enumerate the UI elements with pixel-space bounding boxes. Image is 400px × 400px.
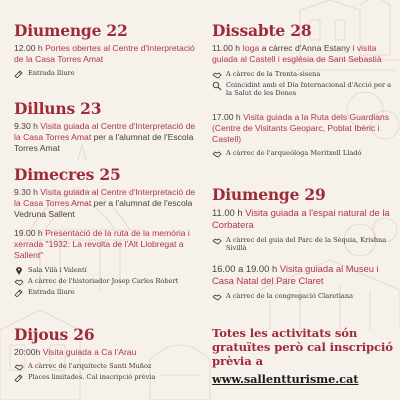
ticket-icon — [14, 69, 24, 78]
event — [212, 43, 392, 65]
event — [14, 187, 204, 220]
handshake-icon — [212, 70, 222, 79]
note-text: Sala Vilà i Valentí — [28, 266, 87, 274]
event-title: visita guiada al Castell i església de Sant Sebastià — [212, 43, 382, 64]
event — [212, 112, 392, 145]
handshake-icon — [212, 292, 222, 301]
ticket-icon — [14, 373, 24, 382]
day-block-dissabte-28 — [212, 22, 392, 158]
day-block-diumenge-29 — [212, 186, 392, 301]
day-title: Dijous 26 — [14, 325, 95, 344]
note — [212, 149, 392, 158]
day-title: Dilluns 23 — [14, 99, 102, 118]
note-text: A càrrec de la congregació Claretiana — [226, 291, 354, 300]
handshake-icon — [14, 362, 24, 371]
event — [14, 228, 204, 261]
event-time: 11.00 h — [212, 43, 241, 53]
event-title: Visita guiada a Ca l'Arau — [42, 347, 137, 357]
note-text: Coincidint amb el Dia Internacional d'Acció per a la Salut de les Dones — [226, 81, 392, 98]
note — [212, 292, 392, 301]
note-text: A càrrec de la Trenta-sisena — [226, 70, 321, 78]
event-title: Visita guiada a l'espai natural de la Corbatera — [212, 207, 390, 230]
event-time: 9.30 h — [14, 121, 38, 131]
event — [14, 347, 204, 358]
event-detail: per a l'alumnat de l'escola Vedruna Sallent — [14, 198, 193, 219]
handshake-icon — [212, 149, 222, 158]
event-time: 17.00 h — [212, 111, 241, 122]
event — [14, 43, 204, 65]
event-time: 9.30 h — [14, 187, 38, 197]
event-detail: per a l'alumnat de l'Escola Torres Amat — [14, 132, 194, 153]
event-title: Visita guiada al Centre d'Interpretació de la Casa Torres Amat — [14, 121, 196, 142]
day-title: Diumenge 22 — [14, 21, 128, 40]
note — [14, 362, 204, 371]
day-block-diumenge-22 — [14, 22, 204, 78]
note-text: Entrada lliure — [28, 69, 75, 77]
note — [14, 288, 204, 297]
note-text: Places limitades. Cal inscripció prèvia — [28, 373, 156, 381]
location-pin-icon — [14, 266, 24, 275]
event-time: 20:00h — [14, 347, 41, 357]
event-title: Visita guiada a la Ruta dels Guardians (Centre de Visitants Geoparc, Poblat Ibèric i Castell) — [212, 111, 390, 144]
event-time: 19.00 h — [14, 228, 43, 238]
note — [14, 277, 204, 286]
note-text: A càrrec de l'arqueòloga Meritxell Lladó — [226, 148, 362, 157]
note-text: A càrrec de l'arquitecte Santi Muñoz — [28, 362, 152, 370]
note — [14, 373, 204, 382]
note — [212, 81, 392, 98]
note — [14, 69, 204, 78]
note-text: A càrrec de l'historiador Josep Carles Robert — [28, 277, 179, 285]
event-title: Ioga — [242, 43, 260, 53]
note — [14, 266, 204, 275]
event-detail: a càrrec d'Anna Estany i — [261, 43, 355, 53]
event-title: Visita guiada al Centre d'Interpretació de la Casa Torres Amat — [14, 187, 196, 208]
note — [212, 70, 392, 79]
handshake-icon — [212, 236, 222, 245]
event-title: Visita guiada al Museu i Casa Natal del Pare Claret — [212, 262, 379, 286]
day-block-dimecres-25 — [14, 166, 204, 297]
event — [212, 207, 392, 231]
day-title: Dissabte 28 — [212, 21, 312, 40]
ticket-icon — [14, 288, 24, 297]
day-title: Diumenge 29 — [212, 185, 326, 204]
event-time: 11.00 h — [212, 207, 243, 218]
event — [212, 263, 392, 287]
event-time: 16.00 a 19.00 h — [212, 262, 278, 274]
handshake-icon — [14, 277, 24, 286]
note-text: Entrada lliure — [28, 288, 75, 296]
website-link[interactable]: www.sallentturisme.cat — [212, 372, 359, 386]
registration-notice: Totes les activitats són gratuïtes però cal inscripció prèvia a — [212, 326, 393, 368]
event-title: Portes obertes al Centre d'Interpretació de la Casa Torres Amat — [14, 43, 195, 64]
event-time: 12.00 h — [14, 43, 43, 53]
note-text: A càrrec del guia del Parc de la Sèquia, Krishna Sivillà — [226, 236, 387, 253]
day-title: Dimecres 25 — [14, 165, 121, 184]
event-title: Presentació de la ruta de la memòria i xerrada "1932: La revolta de l'Alt Llobregat a Sallent" — [14, 228, 190, 260]
event — [14, 121, 204, 154]
note — [212, 236, 392, 253]
day-block-dilluns-23 — [14, 100, 204, 154]
magnifier-icon — [212, 81, 222, 90]
day-block-dijous-26 — [14, 326, 204, 382]
